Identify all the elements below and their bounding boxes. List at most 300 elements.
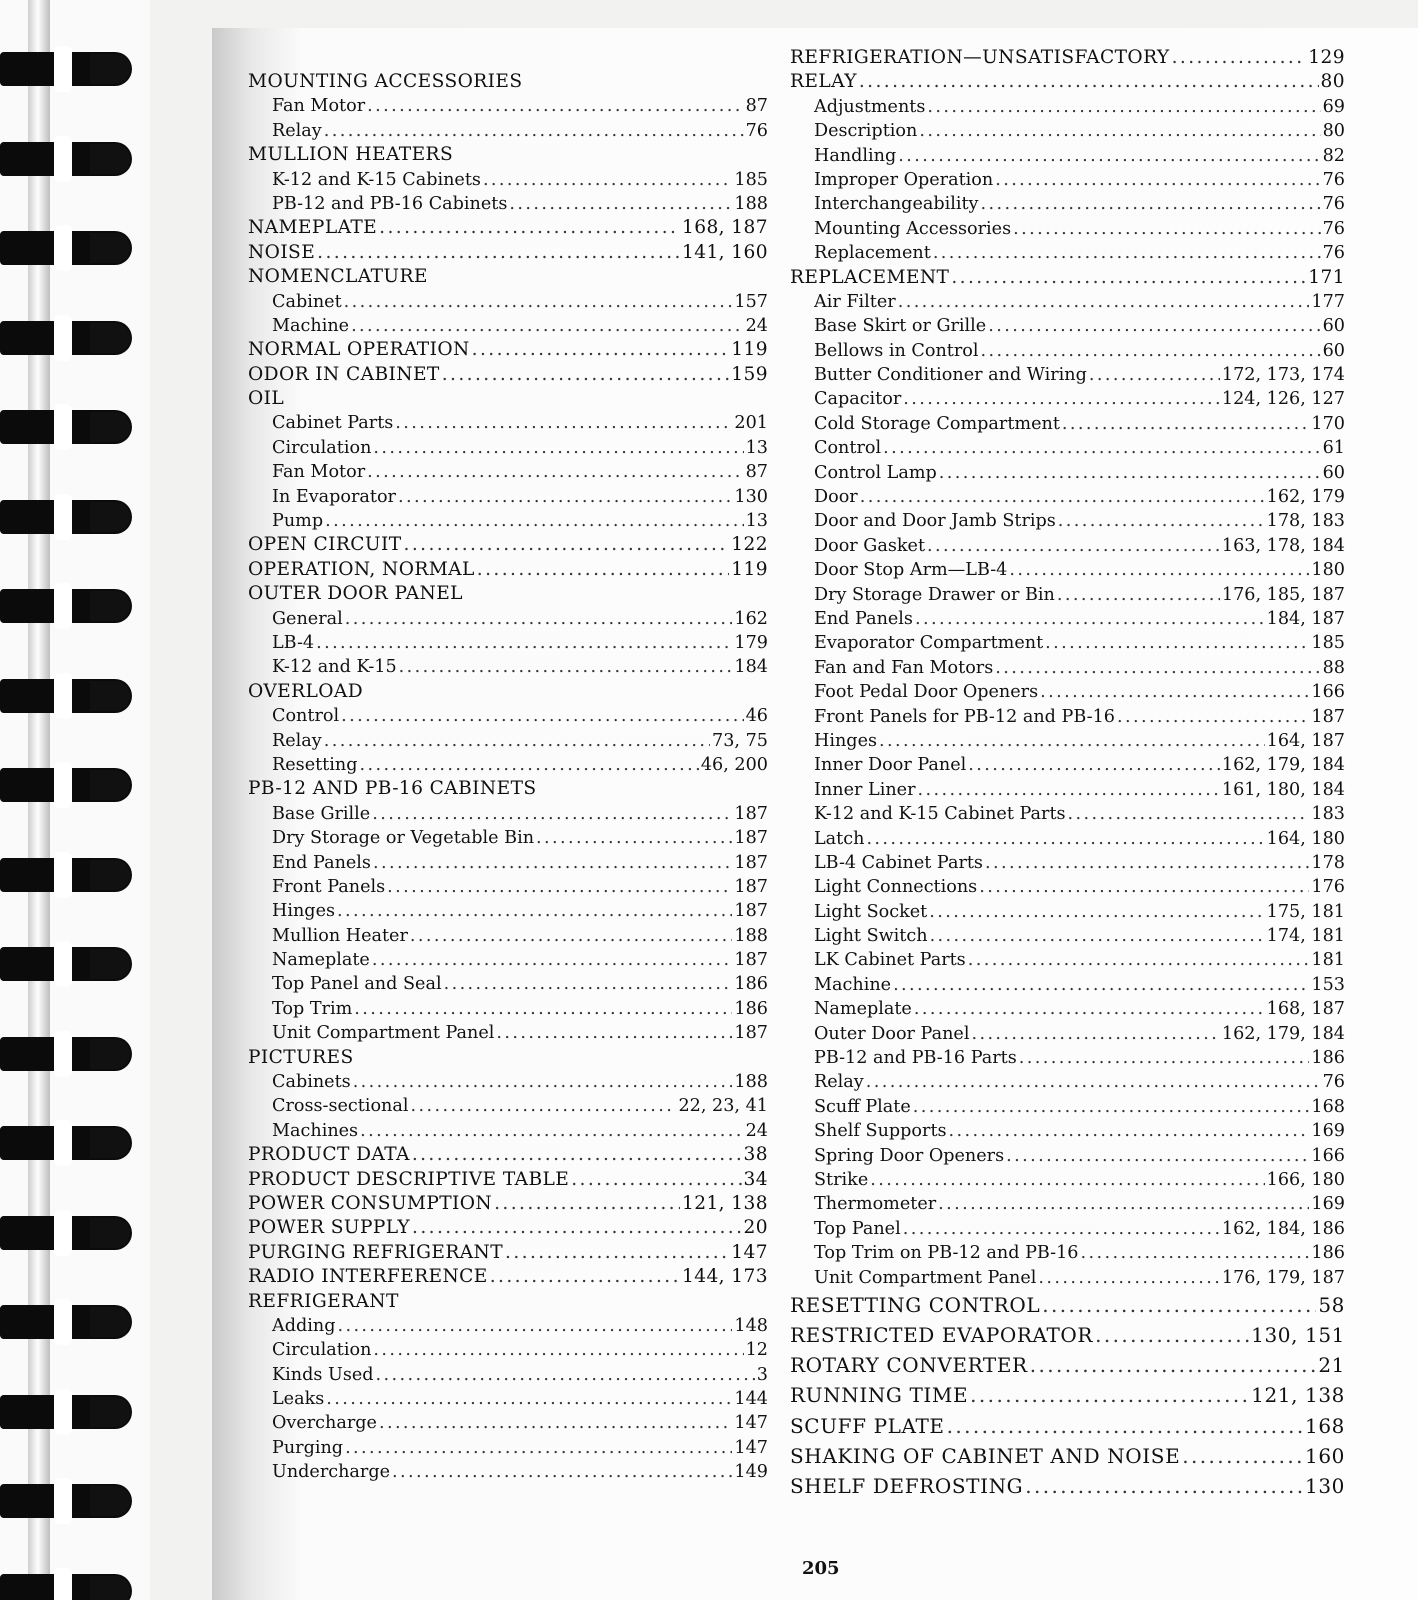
index-subentry bbox=[248, 899, 768, 923]
entry-pages: 73, 75 bbox=[712, 730, 768, 751]
entry-label: MULLION HEATERS bbox=[248, 144, 454, 166]
dot-leader bbox=[442, 363, 730, 387]
index-subentry bbox=[248, 997, 768, 1021]
index-subentry bbox=[248, 704, 768, 728]
entry-pages: 169 bbox=[1311, 1194, 1345, 1215]
entry-label: Pump bbox=[272, 511, 324, 532]
index-subentry bbox=[790, 534, 1345, 558]
entry-pages: 160 bbox=[1305, 1443, 1345, 1468]
index-heading bbox=[248, 533, 768, 557]
dot-leader bbox=[505, 1241, 729, 1265]
entry-label: Circulation bbox=[272, 1340, 372, 1361]
dot-leader bbox=[971, 1022, 1219, 1046]
entry-pages: 121, 138 bbox=[1251, 1383, 1345, 1408]
entry-label: Control Lamp bbox=[814, 462, 937, 483]
entry-pages: 174, 181 bbox=[1266, 926, 1345, 947]
entry-label: LB-4 Cabinet Parts bbox=[814, 852, 983, 873]
dot-leader bbox=[903, 1217, 1220, 1241]
entry-pages: 166 bbox=[1311, 682, 1345, 703]
dot-leader bbox=[898, 290, 1310, 314]
entry-label: Front Panels bbox=[272, 876, 386, 897]
dot-leader bbox=[870, 1168, 1264, 1192]
dot-leader bbox=[373, 851, 732, 875]
entry-pages: 176, 179, 187 bbox=[1221, 1267, 1345, 1288]
entry-label: Outer Door Panel bbox=[814, 1023, 970, 1044]
entry-label: PRODUCT DATA bbox=[248, 1144, 410, 1166]
dot-leader bbox=[1058, 509, 1265, 533]
entry-pages: 38 bbox=[743, 1144, 768, 1166]
entry-pages: 183 bbox=[1311, 804, 1345, 825]
entry-label: Cabinets bbox=[272, 1072, 351, 1093]
dot-leader bbox=[351, 314, 744, 338]
dot-leader bbox=[317, 241, 680, 265]
index-heading bbox=[248, 558, 768, 582]
entry-label: End Panels bbox=[272, 852, 371, 873]
entry-label: Unit Compartment Panel bbox=[272, 1023, 495, 1044]
index-heading bbox=[248, 363, 768, 387]
index-column-right bbox=[790, 46, 1345, 1501]
dot-leader bbox=[859, 70, 1319, 94]
index-column-left bbox=[248, 70, 768, 1485]
entry-label: Light Socket bbox=[814, 901, 928, 922]
entry-pages: 119 bbox=[731, 339, 768, 361]
index-subentry bbox=[248, 509, 768, 533]
dot-leader bbox=[1062, 412, 1310, 436]
dot-leader bbox=[344, 290, 733, 314]
dot-leader bbox=[929, 900, 1264, 924]
index-subentry bbox=[790, 948, 1345, 972]
entry-label: OVERLOAD bbox=[248, 680, 364, 702]
binding-coil bbox=[0, 404, 138, 450]
dot-leader bbox=[979, 875, 1309, 899]
dot-leader bbox=[1040, 680, 1309, 704]
entry-pages: 172, 173, 174 bbox=[1221, 365, 1345, 386]
entry-label: Adding bbox=[272, 1315, 336, 1336]
entry-label: OPEN CIRCUIT bbox=[248, 534, 402, 556]
entry-label: Resetting bbox=[272, 754, 358, 775]
index-subentry bbox=[248, 1094, 768, 1118]
index-subentry bbox=[790, 875, 1345, 899]
dot-leader bbox=[1030, 1350, 1317, 1380]
dot-leader bbox=[988, 314, 1320, 338]
index-subentry bbox=[790, 851, 1345, 875]
dot-leader bbox=[1025, 1471, 1303, 1501]
index-heading bbox=[790, 1350, 1345, 1380]
entry-label: OPERATION, NORMAL bbox=[248, 558, 475, 580]
dot-leader bbox=[367, 460, 744, 484]
index-heading bbox=[790, 46, 1345, 70]
binding-coil bbox=[0, 46, 138, 92]
index-subentry bbox=[790, 802, 1345, 826]
dot-leader bbox=[379, 1411, 732, 1435]
entry-label: Inner Door Panel bbox=[814, 755, 967, 776]
index-subentry bbox=[248, 729, 768, 753]
index-subentry bbox=[790, 1266, 1345, 1290]
dot-leader bbox=[354, 997, 732, 1021]
binding-coil bbox=[0, 494, 138, 540]
entry-label: Dry Storage or Vegetable Bin bbox=[272, 828, 535, 849]
entry-label: K-12 and K-15 Cabinets bbox=[272, 169, 481, 190]
index-subentry bbox=[248, 436, 768, 460]
entry-label: REFRIGERANT bbox=[248, 1290, 399, 1312]
dot-leader bbox=[496, 1021, 732, 1045]
dot-leader bbox=[1045, 631, 1309, 655]
entry-pages: 185 bbox=[1311, 633, 1345, 654]
entry-label: Scuff Plate bbox=[814, 1096, 911, 1117]
entry-pages: 187 bbox=[734, 803, 768, 824]
dot-leader bbox=[483, 168, 732, 192]
entry-pages: 129 bbox=[1308, 47, 1345, 68]
entry-label: Purging bbox=[272, 1437, 344, 1458]
entry-label: Kinds Used bbox=[272, 1364, 374, 1385]
dot-leader bbox=[1057, 583, 1220, 607]
index-heading bbox=[248, 777, 768, 801]
binding-coil bbox=[0, 1389, 138, 1435]
entry-label: Relay bbox=[814, 1072, 864, 1093]
entry-pages: 187 bbox=[734, 950, 768, 971]
dot-leader bbox=[472, 338, 730, 362]
entry-label: RESTRICTED EVAPORATOR bbox=[790, 1323, 1094, 1348]
index-subentry bbox=[790, 144, 1345, 168]
entry-pages: 21 bbox=[1318, 1353, 1345, 1378]
entry-label: Door bbox=[814, 487, 858, 508]
dot-leader bbox=[927, 95, 1320, 119]
dot-leader bbox=[927, 534, 1220, 558]
dot-leader bbox=[353, 1070, 733, 1094]
entry-label: RELAY bbox=[790, 71, 857, 93]
entry-pages: 60 bbox=[1322, 462, 1345, 483]
index-heading bbox=[790, 1411, 1345, 1441]
dot-leader bbox=[367, 94, 744, 118]
entry-label: Nameplate bbox=[814, 999, 912, 1020]
entry-label: Description bbox=[814, 121, 918, 142]
entry-pages: 162, 179, 184 bbox=[1221, 755, 1345, 776]
entry-pages: 176, 185, 187 bbox=[1221, 584, 1345, 605]
index-subentry bbox=[248, 485, 768, 509]
index-heading bbox=[248, 338, 768, 362]
entry-label: PB-12 and PB-16 Parts bbox=[814, 1048, 1017, 1069]
dot-leader bbox=[898, 144, 1320, 168]
entry-pages: 147 bbox=[734, 1413, 768, 1434]
entry-pages: 161, 180, 184 bbox=[1221, 779, 1345, 800]
entry-pages: 122 bbox=[731, 534, 768, 556]
index-subentry bbox=[790, 95, 1345, 119]
index-heading bbox=[790, 70, 1345, 94]
index-subentry bbox=[790, 583, 1345, 607]
entry-label: Shelf Supports bbox=[814, 1121, 947, 1142]
entry-label: RUNNING TIME bbox=[790, 1383, 969, 1408]
dot-leader bbox=[387, 875, 732, 899]
dot-leader bbox=[373, 1338, 743, 1362]
index-subentry bbox=[248, 1363, 768, 1387]
index-subentry bbox=[790, 1217, 1345, 1241]
index-subentry bbox=[248, 1338, 768, 1362]
entry-label: Inner Liner bbox=[814, 779, 916, 800]
index-subentry bbox=[790, 1192, 1345, 1216]
index-subentry bbox=[248, 1119, 768, 1143]
entry-pages: 46, 200 bbox=[700, 754, 768, 775]
index-subentry bbox=[790, 1241, 1345, 1265]
index-subentry bbox=[248, 924, 768, 948]
index-subentry bbox=[790, 900, 1345, 924]
dot-leader bbox=[915, 607, 1265, 631]
entry-pages: 80 bbox=[1322, 121, 1345, 142]
entry-pages: 76 bbox=[1322, 169, 1345, 190]
index-subentry bbox=[790, 485, 1345, 509]
index-subentry bbox=[790, 705, 1345, 729]
binding-coil bbox=[0, 1120, 138, 1166]
index-subentry bbox=[790, 680, 1345, 704]
index-subentry bbox=[248, 875, 768, 899]
dot-leader bbox=[324, 729, 710, 753]
index-subentry bbox=[790, 217, 1345, 241]
entry-label: PRODUCT DESCRIPTIVE TABLE bbox=[248, 1168, 570, 1190]
entry-label: Mounting Accessories bbox=[814, 218, 1012, 239]
index-subentry bbox=[248, 631, 768, 655]
entry-label: Cabinet bbox=[272, 291, 342, 312]
index-subentry bbox=[790, 363, 1345, 387]
entry-label: Base Skirt or Grille bbox=[814, 316, 987, 337]
entry-label: Door Gasket bbox=[814, 535, 926, 556]
dot-leader bbox=[1013, 217, 1321, 241]
entry-pages: 157 bbox=[734, 291, 768, 312]
entry-pages: 148 bbox=[734, 1315, 768, 1336]
index-heading bbox=[248, 1216, 768, 1240]
entry-label: K-12 and K-15 Cabinet Parts bbox=[814, 804, 1066, 825]
index-subentry bbox=[790, 973, 1345, 997]
entry-label: Circulation bbox=[272, 437, 372, 458]
index-subentry bbox=[248, 1436, 768, 1460]
dot-leader bbox=[379, 216, 680, 240]
entry-label: Butter Conditioner and Wiring bbox=[814, 365, 1087, 386]
dot-leader bbox=[376, 1363, 755, 1387]
entry-label: POWER SUPPLY bbox=[248, 1217, 411, 1239]
entry-pages: 159 bbox=[731, 363, 768, 385]
entry-pages: 76 bbox=[1322, 194, 1345, 215]
entry-label: Hinges bbox=[272, 901, 336, 922]
index-subentry bbox=[790, 1119, 1345, 1143]
index-subentry bbox=[790, 436, 1345, 460]
index-subentry bbox=[248, 1411, 768, 1435]
dot-leader bbox=[918, 778, 1220, 802]
dot-leader bbox=[372, 802, 732, 826]
index-subentry bbox=[248, 851, 768, 875]
entry-label: NOISE bbox=[248, 241, 316, 263]
entry-label: Door and Door Jamb Strips bbox=[814, 511, 1056, 532]
entry-label: Top Panel bbox=[814, 1218, 901, 1239]
index-heading bbox=[248, 1192, 768, 1216]
entry-label: OIL bbox=[248, 388, 285, 410]
dot-leader bbox=[995, 656, 1320, 680]
dot-leader bbox=[933, 241, 1321, 265]
entry-pages: 87 bbox=[745, 96, 768, 117]
entry-label: Nameplate bbox=[272, 950, 370, 971]
entry-pages: 178, 183 bbox=[1266, 511, 1345, 532]
index-subentry bbox=[248, 1314, 768, 1338]
dot-leader bbox=[490, 1265, 680, 1289]
index-heading bbox=[790, 266, 1345, 290]
entry-label: Latch bbox=[814, 828, 865, 849]
dot-leader bbox=[1009, 558, 1309, 582]
entry-pages: 168 bbox=[1311, 1096, 1345, 1117]
dot-leader bbox=[404, 533, 730, 557]
index-heading bbox=[248, 680, 768, 704]
binding-coil bbox=[0, 1210, 138, 1256]
spiral-binding bbox=[0, 0, 150, 1600]
entry-pages: 3 bbox=[756, 1364, 768, 1385]
entry-label: Control bbox=[272, 706, 340, 727]
index-subentry bbox=[248, 607, 768, 631]
entry-pages: 153 bbox=[1311, 974, 1345, 995]
index-subentry bbox=[248, 168, 768, 192]
entry-pages: 76 bbox=[1322, 243, 1345, 264]
entry-label: LB-4 bbox=[272, 632, 315, 653]
dot-leader bbox=[412, 1143, 742, 1167]
dot-leader bbox=[914, 997, 1265, 1021]
entry-label: Spring Door Openers bbox=[814, 1145, 1005, 1166]
entry-pages: 124, 126, 127 bbox=[1221, 389, 1345, 410]
entry-pages: 88 bbox=[1322, 657, 1345, 678]
entry-pages: 184 bbox=[734, 657, 768, 678]
entry-label: Relay bbox=[272, 120, 322, 141]
entry-label: NORMAL OPERATION bbox=[248, 339, 470, 361]
dot-leader bbox=[893, 973, 1309, 997]
dot-leader bbox=[1095, 1320, 1249, 1350]
index-subentry bbox=[790, 1070, 1345, 1094]
index-subentry bbox=[248, 802, 768, 826]
dot-leader bbox=[444, 972, 733, 996]
entry-pages: 76 bbox=[745, 120, 768, 141]
entry-label: Adjustments bbox=[814, 96, 926, 117]
entry-label: Improper Operation bbox=[814, 169, 994, 190]
dot-leader bbox=[345, 1436, 732, 1460]
index-heading bbox=[248, 70, 768, 94]
entry-label: Foot Pedal Door Openers bbox=[814, 682, 1039, 703]
dot-leader bbox=[1089, 363, 1220, 387]
dot-leader bbox=[412, 1216, 742, 1240]
entry-pages: 60 bbox=[1322, 316, 1345, 337]
entry-pages: 169 bbox=[1311, 1121, 1345, 1142]
index-subentry bbox=[790, 558, 1345, 582]
entry-pages: 20 bbox=[743, 1217, 768, 1239]
entry-pages: 166 bbox=[1311, 1145, 1345, 1166]
entry-label: RADIO INTERFERENCE bbox=[248, 1266, 488, 1288]
page-number: 205 bbox=[802, 1558, 840, 1579]
entry-pages: 141, 160 bbox=[681, 241, 768, 263]
index-heading bbox=[248, 1265, 768, 1289]
binding-coil bbox=[0, 583, 138, 629]
entry-label: Door Stop Arm—LB-4 bbox=[814, 560, 1008, 581]
entry-label: Strike bbox=[814, 1169, 869, 1190]
entry-pages: 12 bbox=[745, 1340, 768, 1361]
entry-pages: 176 bbox=[1311, 877, 1345, 898]
dot-leader bbox=[536, 826, 732, 850]
index-heading bbox=[790, 1290, 1345, 1320]
entry-pages: 80 bbox=[1320, 71, 1345, 93]
entry-label: ODOR IN CABINET bbox=[248, 363, 440, 385]
entry-pages: 181 bbox=[1311, 950, 1345, 971]
entry-label: PB-12 and PB-16 Cabinets bbox=[272, 193, 508, 214]
dot-leader bbox=[1117, 705, 1309, 729]
dot-leader bbox=[866, 1070, 1321, 1094]
index-subentry bbox=[790, 1022, 1345, 1046]
index-subentry bbox=[790, 168, 1345, 192]
entry-pages: 177 bbox=[1311, 291, 1345, 312]
dot-leader bbox=[360, 1119, 744, 1143]
entry-pages: 34 bbox=[743, 1168, 768, 1190]
entry-label: In Evaporator bbox=[272, 486, 396, 507]
entry-pages: 24 bbox=[745, 1120, 768, 1141]
index-subentry bbox=[790, 314, 1345, 338]
entry-pages: 130 bbox=[1305, 1474, 1345, 1499]
entry-label: Top Trim on PB-12 and PB-16 bbox=[814, 1243, 1079, 1264]
entry-pages: 130, 151 bbox=[1251, 1323, 1345, 1348]
index-subentry bbox=[248, 411, 768, 435]
index-heading bbox=[248, 241, 768, 265]
index-subentry bbox=[248, 1070, 768, 1094]
dot-leader bbox=[1172, 46, 1307, 70]
dot-leader bbox=[325, 509, 743, 533]
entry-label: Mullion Heater bbox=[272, 925, 408, 946]
entry-label: Bellows in Control bbox=[814, 340, 979, 361]
entry-pages: 13 bbox=[745, 511, 768, 532]
entry-label: POWER CONSUMPTION bbox=[248, 1192, 493, 1214]
entry-label: Machines bbox=[272, 1120, 359, 1141]
index-subentry bbox=[790, 631, 1345, 655]
entry-pages: 121, 138 bbox=[681, 1192, 768, 1214]
index-subentry bbox=[248, 192, 768, 216]
entry-pages: 61 bbox=[1322, 438, 1345, 459]
entry-pages: 164, 180 bbox=[1266, 828, 1345, 849]
entry-pages: 162 bbox=[734, 608, 768, 629]
dot-leader bbox=[341, 704, 744, 728]
entry-pages: 187 bbox=[734, 852, 768, 873]
entry-pages: 171 bbox=[1308, 266, 1345, 288]
dot-leader bbox=[883, 436, 1321, 460]
dot-leader bbox=[373, 436, 743, 460]
entry-pages: 186 bbox=[1311, 1048, 1345, 1069]
index-subentry bbox=[248, 119, 768, 143]
entry-pages: 184, 187 bbox=[1266, 608, 1345, 629]
entry-pages: 22, 23, 41 bbox=[678, 1096, 768, 1117]
entry-label: Cabinet Parts bbox=[272, 413, 394, 434]
entry-label: Machine bbox=[272, 315, 350, 336]
entry-label: General bbox=[272, 608, 343, 629]
index-subentry bbox=[790, 509, 1345, 533]
index-subentry bbox=[790, 119, 1345, 143]
entry-label: K-12 and K-15 bbox=[272, 657, 397, 678]
dot-leader bbox=[411, 1094, 677, 1118]
entry-label: Dry Storage Drawer or Bin bbox=[814, 584, 1055, 605]
entry-label: Base Grille bbox=[272, 803, 371, 824]
binding-coil bbox=[0, 1299, 138, 1345]
index-subentry bbox=[790, 753, 1345, 777]
entry-label: Fan Motor bbox=[272, 462, 366, 483]
entry-label: Fan and Fan Motors bbox=[814, 657, 994, 678]
entry-pages: 60 bbox=[1322, 340, 1345, 361]
entry-pages: 58 bbox=[1318, 1292, 1345, 1317]
entry-label: Thermometer bbox=[814, 1194, 937, 1215]
index-heading bbox=[790, 1380, 1345, 1410]
entry-pages: 147 bbox=[734, 1437, 768, 1458]
index-subentry bbox=[248, 94, 768, 118]
entry-label: Cross-sectional bbox=[272, 1096, 409, 1117]
entry-label: Top Panel and Seal bbox=[272, 974, 442, 995]
dot-leader bbox=[1019, 1046, 1310, 1070]
index-heading bbox=[248, 1046, 768, 1070]
dot-leader bbox=[316, 631, 732, 655]
entry-label: OUTER DOOR PANEL bbox=[248, 583, 463, 605]
